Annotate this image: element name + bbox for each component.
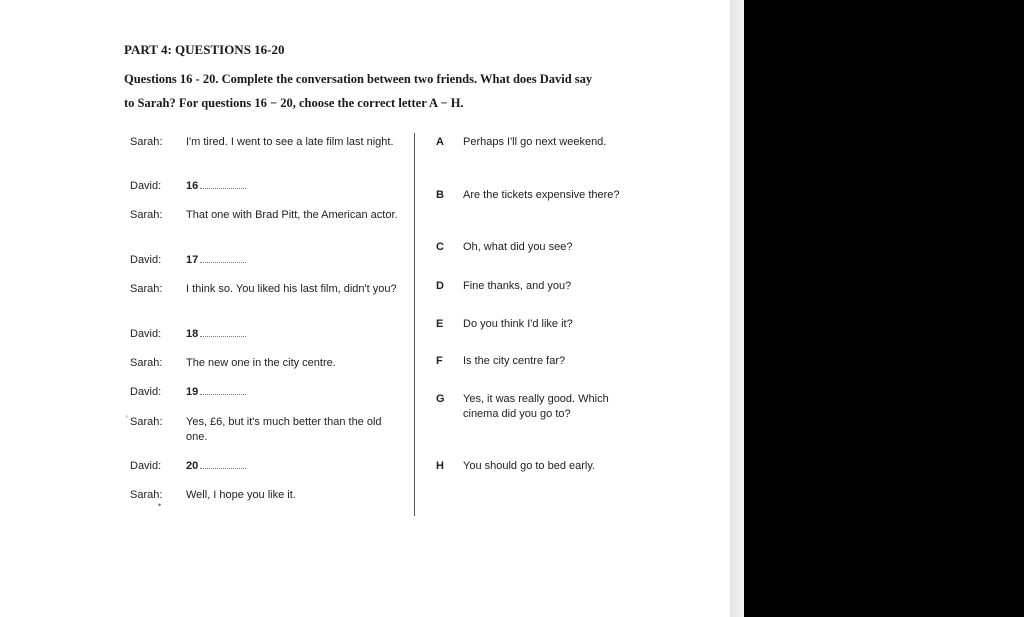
option-text: You should go to bed early. [463,460,596,472]
stray-mark: • [158,500,162,510]
option-letter: G [436,393,445,405]
option-letter: H [436,460,444,472]
option-letter: B [436,189,444,201]
page-edge [730,0,744,617]
option-text: Fine thanks, and you? [463,280,572,292]
speaker-label: Sarah: [130,209,163,221]
option-text: Oh, what did you see? [463,241,573,253]
answer-blank-19 [186,385,404,400]
dialogue-line: I'm tired. I went to see a late film last night. [186,136,394,148]
answer-blank-16 [186,179,404,194]
option-letter: F [436,355,443,367]
answer-blank-17 [186,253,404,268]
speaker-label: Sarah: [130,136,163,148]
speaker-label: Sarah: [130,283,163,295]
speaker-label: David: [130,328,162,340]
speaker-label: David: [130,386,162,398]
question-number: 18 [186,328,199,340]
question-number: 19 [186,386,199,398]
option-letter: D [436,280,444,292]
question-number: 16 [186,180,199,192]
option-text: Are the tickets expensive there? [463,189,620,201]
speaker-label: Sarah: [130,357,163,369]
dialogue-line: Yes, £6, but it's much better than the old one. [186,416,382,443]
speaker-label: David: [130,180,162,192]
dark-background [744,0,1024,617]
speaker-label: David: [130,460,162,472]
speaker-label: Sarah: [130,416,163,428]
question-number: 20 [186,460,199,472]
speaker-label: Sarah: [130,489,163,501]
dialogue-line: The new one in the city centre. [186,357,336,369]
answer-blank [200,462,246,469]
option-text: Perhaps I'll go next weekend. [463,136,607,148]
part-title: PART 4: QUESTIONS 16-20 [124,42,285,57]
answer-blank [200,330,246,337]
dialogue-line: I think so. You liked his last film, didn't you? [186,283,397,295]
answer-blank [200,256,246,263]
instructions-line-1: Questions 16 - 20. Complete the conversation between two friends. What does David say [124,72,593,86]
speaker-label: David: [130,254,162,266]
option-text: Do you think I'd like it? [463,318,573,330]
option-letter: C [436,241,444,253]
instructions-line-2: to Sarah? For questions 16 − 20, choose the correct letter A − H. [124,96,464,110]
dialogue-line: That one with Brad Pitt, the American actor. [186,209,398,221]
option-text: Yes, it was really good. Which cinema did you go to? [463,393,609,420]
column-divider [414,133,415,516]
option-letter: A [436,136,444,148]
answer-blank [200,182,246,189]
answer-blank [200,388,246,395]
answer-blank-20 [186,459,404,474]
option-letter: E [436,318,444,330]
question-number: 17 [186,254,199,266]
option-text: Is the city centre far? [463,355,566,367]
dialogue-line: Well, I hope you like it. [186,489,296,501]
answer-blank-18 [186,327,404,342]
stray-mark: ' [126,414,128,424]
